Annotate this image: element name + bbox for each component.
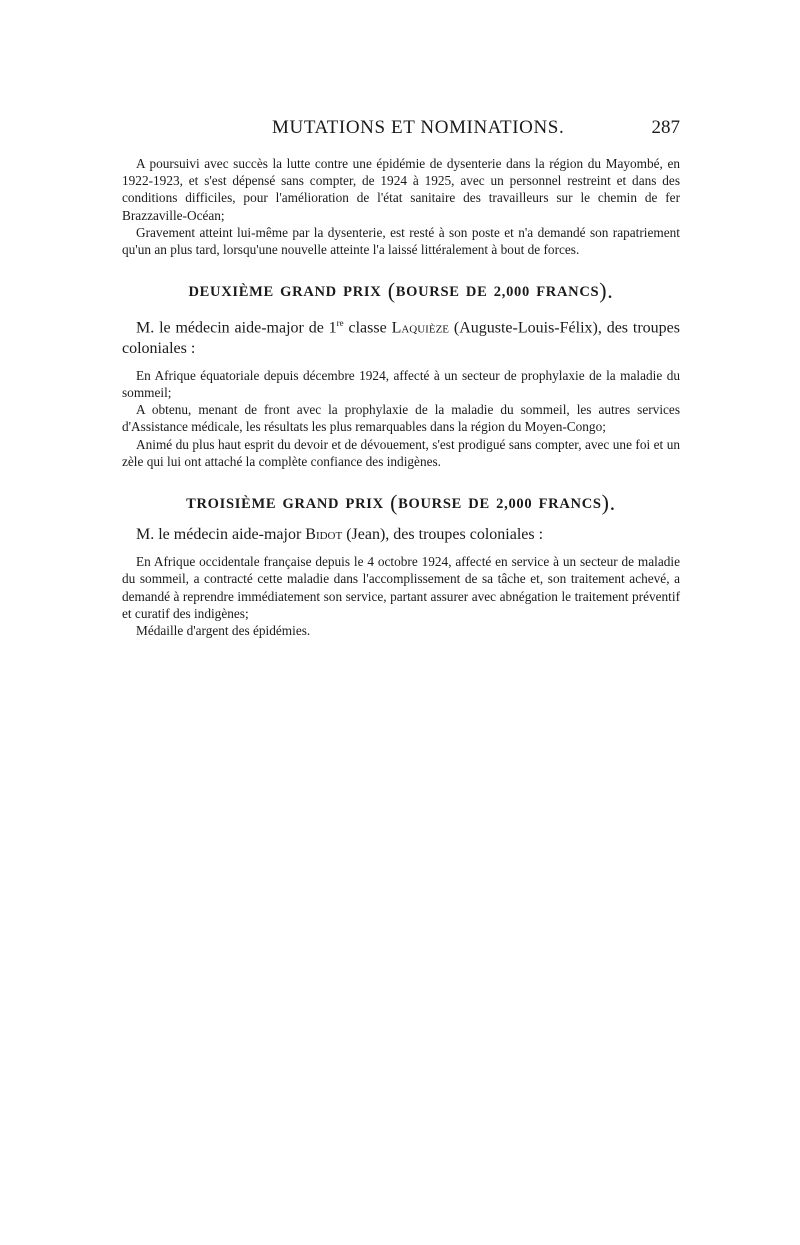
- section-heading: [122, 278, 680, 304]
- recipient-name: Laquièze: [391, 319, 450, 337]
- citation-paragraph-1: En Afrique équatoriale depuis décembre 1924, affecté à un secteur de prophylaxie de la maladie du sommeil;: [122, 367, 680, 400]
- intro-section: [122, 155, 680, 258]
- citation-paragraph-1: En Afrique occidentale française depuis le 4 octobre 1924, affecté en service à un secteur de maladie du sommeil, a contracté cette maladie dans l'accomplissement de sa tâche et, son traitement achevé, a demandé à reprendre immédiatement son service, partant assurer avec abnégation le traitement préventif et curatif des indigènes;: [122, 554, 680, 621]
- close-paren: ).: [601, 489, 616, 515]
- running-title: MUTATIONS ET NOMINATIONS.: [272, 117, 565, 138]
- heading-parenthetical: BOURSE DE 2,000 FRANCS: [398, 495, 602, 512]
- recipient-name: Bidot: [305, 526, 343, 544]
- close-paren: ).: [599, 278, 614, 304]
- recipient-prefix: M. le médecin aide-major de 1: [136, 319, 337, 337]
- recipient-class: classe: [343, 319, 392, 337]
- ordinal-superscript: re: [336, 318, 344, 329]
- heading-main: DEUXIÈME GRAND PRIX: [188, 284, 382, 301]
- heading-parenthetical: BOURSE DE 2,000 FRANCS: [395, 284, 600, 301]
- intro-paragraph-1: A poursuivi avec succès la lutte contre une épidémie de dysenterie dans la région du Mayombé, en 1922-1923, et s'est dépensé sans compter, de 1924 à 1925, avec un personnel restreint et dans des conditions difficiles, pour l'amélioration de l'état sanitaire des travailleurs sur le chemin de fer Brazzaville-Océan;: [122, 156, 680, 223]
- open-paren: (: [387, 278, 396, 304]
- recipient-suffix: (Jean), des troupes coloniales :: [342, 526, 544, 544]
- open-paren: (: [390, 489, 399, 515]
- recipient-prefix: M. le médecin aide-major: [136, 526, 306, 544]
- recipient-line: [122, 525, 680, 545]
- heading-main: TROISIÈME GRAND PRIX: [186, 495, 384, 512]
- section-heading: [122, 489, 680, 515]
- second-prize-section: [122, 278, 680, 470]
- intro-paragraph-2: Gravement atteint lui-même par la dysenterie, est resté à son poste et n'a demandé son rapatriement qu'un an plus tard, lorsqu'une nouvelle atteinte l'a laissé littéralement à bout de forces.: [122, 224, 680, 258]
- citation-paragraph-2: A obtenu, menant de front avec la prophylaxie de la maladie du sommeil, les autres services d'Assistance médicale, les résultats les plus remarquables dans la région du Moyen-Congo;: [122, 402, 680, 435]
- page-header: [122, 117, 680, 143]
- third-prize-section: [122, 489, 680, 639]
- citation-paragraph-3: Animé du plus haut esprit du devoir et de dévouement, s'est prodigué sans compter, avec une foi et un zèle qui lui ont attaché la complète confiance des indigènes.: [122, 436, 680, 469]
- recipient-suffix: (Auguste-Louis-Félix), des troupes coloniales :: [122, 319, 680, 357]
- page-body: [122, 155, 680, 639]
- page-number: 287: [651, 117, 680, 138]
- recipient-line: [122, 313, 680, 358]
- citation-paragraph-2: Médaille d'argent des épidémies.: [136, 622, 311, 638]
